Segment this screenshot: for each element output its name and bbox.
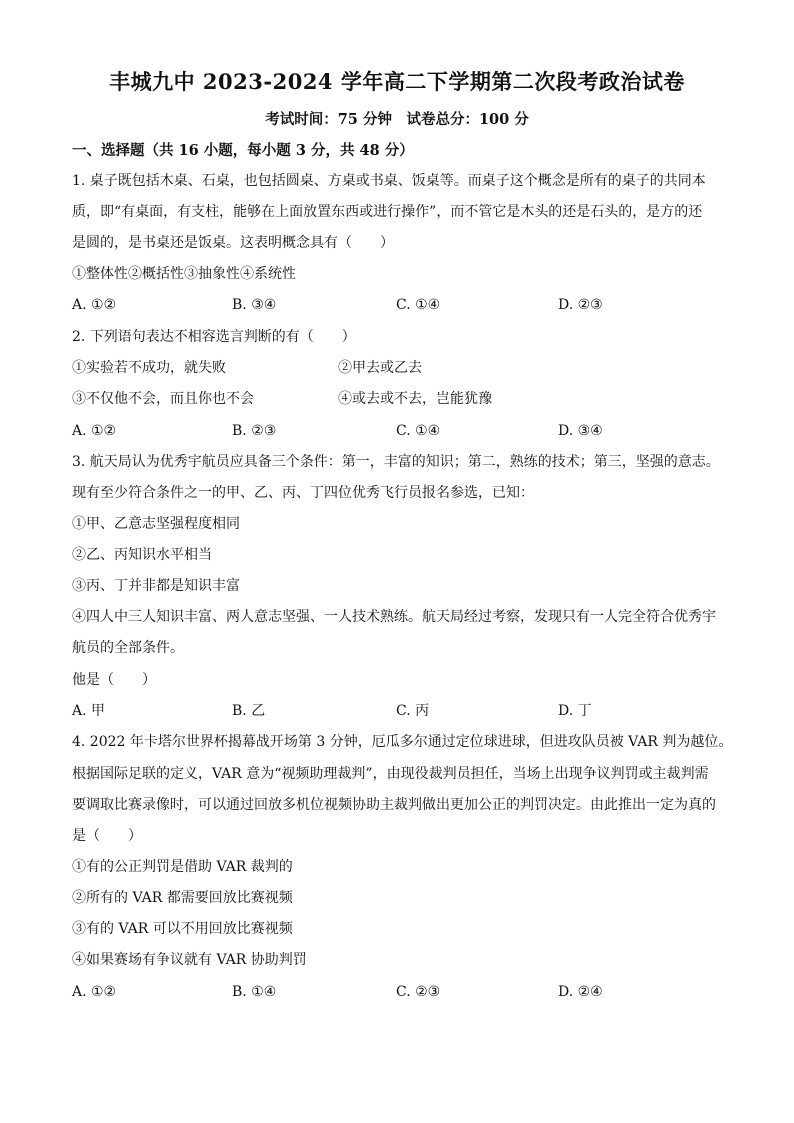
q4-item-3: ③有的 VAR 可以不用回放比赛视频: [72, 921, 293, 937]
q2-option-d: D. ③④: [558, 423, 603, 439]
q1-stem-line-2: 质，即“有桌面，有支柱，能够在上面放置东西或进行操作”，而不管它是木头的还是石头的，是方的还: [72, 204, 703, 220]
q4-option-d: D. ②④: [558, 984, 603, 1000]
q3-option-b: B. 乙: [232, 703, 266, 719]
q3-options: [72, 701, 732, 721]
q2-items-row-2: [72, 389, 732, 409]
q1-option-b: B. ③④: [232, 297, 277, 313]
q3-item-4: ④四人中三人知识丰富、两人意志坚强、一人技术熟练。航天局经过考察，发现只有一人完全符合优秀宇: [72, 609, 716, 625]
q1-stem-line-1: 1. 桌子既包括木桌、石桌，也包括圆桌、方桌或书桌、饭桌等。而桌子这个概念是所有的桌子的共同本: [72, 173, 706, 189]
q3-item-1: ①甲、乙意志坚强程度相同: [72, 516, 240, 532]
q3-option-d: D. 丁: [558, 703, 592, 719]
q3-option-c: C. 丙: [396, 703, 430, 719]
section-heading: 一、选择题（共 16 小题，每小题 3 分，共 48 分）: [72, 142, 414, 159]
q2-option-b: B. ②③: [232, 423, 277, 439]
q4-option-a: A. ①②: [72, 984, 117, 1000]
q2-item-2: ②甲去或乙去: [338, 360, 422, 376]
q1-option-a: A. ①②: [72, 297, 117, 313]
q4-option-b: B. ①④: [232, 984, 277, 1000]
q2-option-a: A. ①②: [72, 423, 117, 439]
q1-option-c: C. ①④: [396, 297, 441, 313]
q2-item-4: ④或去或不去，岂能犹豫: [338, 391, 492, 407]
q2-items-row-1: [72, 358, 732, 378]
q4-option-c: C. ②③: [396, 984, 441, 1000]
q4-stem-line-3: 要调取比赛录像时，可以通过回放多机位视频协助主裁判做出更加公正的判罚决定。由此推出一定为真的: [72, 797, 716, 813]
q2-item-3: ③不仅他不会，而且你也不会: [72, 391, 254, 407]
q2-item-1: ①实验若不成功，就失败: [72, 360, 226, 376]
q4-item-1: ①有的公正判罚是借助 VAR 裁判的: [72, 859, 293, 875]
exam-info: 考试时间：75 分钟 试卷总分：100 分: [265, 111, 529, 128]
q3-option-a: A. 甲: [72, 703, 106, 719]
q3-item-3: ③丙、丁并非都是知识丰富: [72, 578, 240, 594]
q1-items: ①整体性②概括性③抽象性④系统性: [72, 266, 296, 282]
q1-option-d: D. ②③: [558, 297, 603, 313]
q2-stem: 2. 下列语句表达不相容选言判断的有（ ）: [72, 329, 356, 345]
q4-stem-line-2: 根据国际足联的定义，VAR 意为“视频助理裁判”，由现役裁判员担任，当场上出现争议判罚或主裁判需: [72, 766, 709, 782]
q4-options: [72, 982, 732, 1002]
q3-item-4-cont: 航员的全部条件。: [72, 640, 184, 656]
q4-item-4: ④如果赛场有争议就有 VAR 协助判罚: [72, 952, 307, 968]
exam-title: 丰城九中 2023-2024 学年高二下学期第二次段考政治试卷: [109, 69, 685, 94]
q3-ask: 他是（ ）: [72, 672, 156, 688]
q1-stem-line-3: 是圆的，是书桌还是饭桌。这表明概念具有（ ）: [72, 235, 394, 251]
q4-stem-line-1: 4. 2022 年卡塔尔世界杯揭幕战开场第 3 分钟，厄瓜多尔通过定位球进球，但进攻队员被 VAR 判为越位。: [72, 734, 733, 750]
q1-options: [72, 295, 732, 315]
q4-stem-line-4: 是（ ）: [72, 828, 142, 844]
q2-options: [72, 421, 732, 441]
q2-option-c: C. ①④: [396, 423, 441, 439]
q3-stem-line-1: 3. 航天局认为优秀宇航员应具备三个条件：第一，丰富的知识；第二，熟练的技术；第三，坚强的意志。: [72, 454, 720, 470]
q4-item-2: ②所有的 VAR 都需要回放比赛视频: [72, 890, 293, 906]
q3-stem-line-2: 现有至少符合条件之一的甲、乙、丙、丁四位优秀飞行员报名参选，已知：: [72, 485, 534, 501]
q3-item-2: ②乙、丙知识水平相当: [72, 547, 212, 563]
